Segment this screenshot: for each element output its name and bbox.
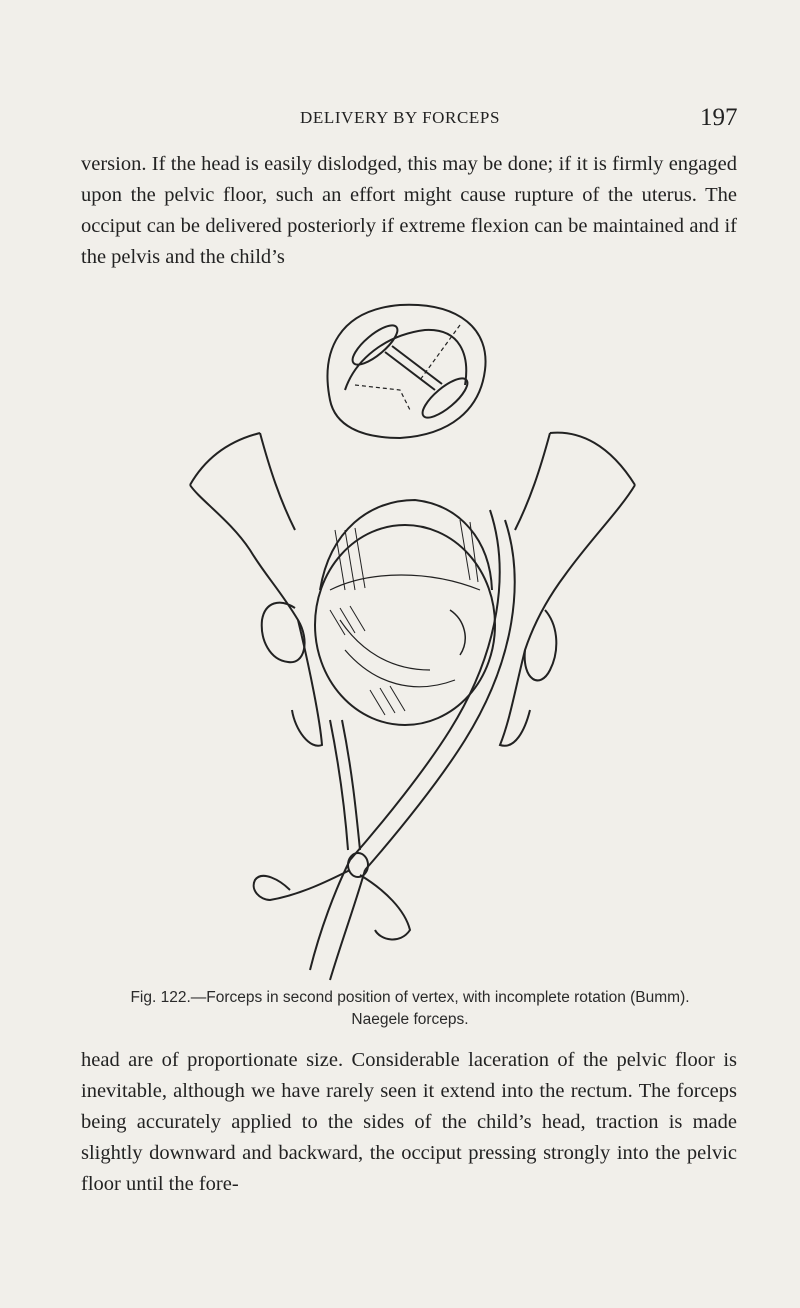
forceps-handle: [254, 853, 410, 980]
caption-line-1: Fig. 122.—Forceps in second position of vertex, with incomplete rotation (Bumm).: [130, 989, 690, 1006]
paragraph-top: version. If the head is easily dislodged, this may be done; if it is firmly engaged upon the pelvic floor, such an effort might cause rupture of the uterus. The occiput can be delivered posteriorly if extreme flexion can be maintained and if the pelvis and the child’s: [81, 153, 737, 268]
forceps-blades: [330, 510, 515, 870]
running-head: DELIVERY BY FORCEPS: [300, 108, 501, 127]
page-number: 197: [700, 104, 738, 131]
inset-skull-diagram: [328, 305, 486, 438]
forceps-illustration: [170, 290, 650, 990]
caption-line-2: Naegele forceps.: [351, 1011, 469, 1028]
pelvis-outline: [190, 433, 635, 746]
figure-caption: [80, 987, 740, 1031]
page-header: [0, 104, 800, 144]
fetal-head: [315, 500, 495, 725]
paragraph-bottom: head are of proportionate size. Considerable laceration of the pelvic floor is inevitable, although we have rarely seen it extend into the rectum. The forceps being accurately applied to the sides of the child’s head, traction is made slightly downward and backward, the occiput pressing strongly into the pelvic floor until the fore-: [81, 1049, 737, 1195]
